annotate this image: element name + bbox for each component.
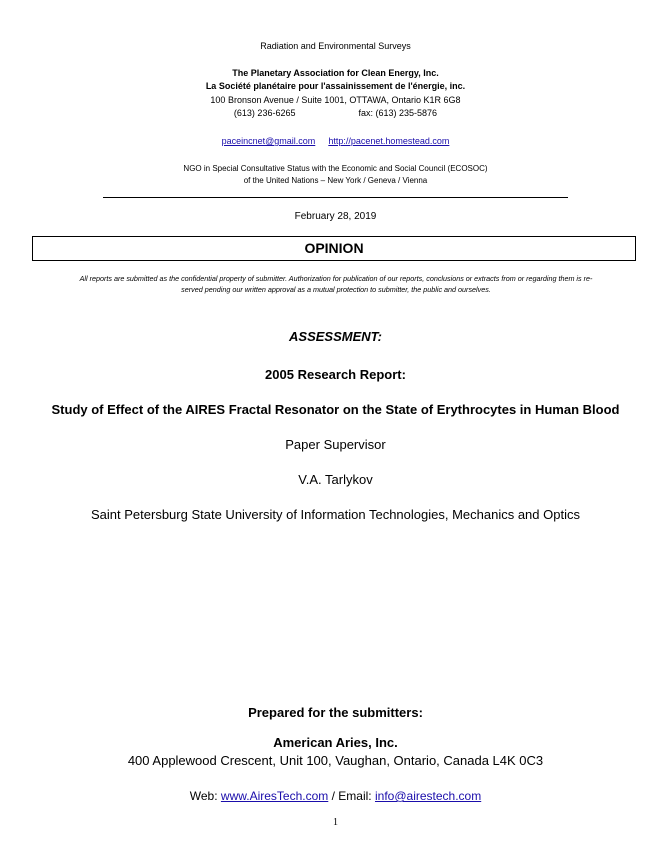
web-email-line <box>0 789 671 803</box>
org-name-en: The Planetary Association for Clean Energy, Inc. <box>232 68 439 78</box>
links-line <box>0 136 671 146</box>
survey-line: Radiation and Environmental Surveys <box>260 41 411 51</box>
company-address: 400 Applewood Crescent, Unit 100, Vaughan, Ontario, Canada L4K 0C3 <box>127 753 544 768</box>
website-link[interactable]: http://pacenet.homestead.com <box>328 136 450 146</box>
supervisor-name: V.A. Tarlykov <box>298 472 373 487</box>
disclaimer-line-2: served pending our written approval as a mutual protection to submitter, the public and ourselves. <box>181 285 491 294</box>
fax-number: fax: (613) 235-5876 <box>358 108 438 118</box>
disclaimer-line-1: All reports are submitted as the confidential property of submitter. Authorization for publication of our reports, conclusions or extracts from or regarding them is re- <box>79 274 593 283</box>
prepared-heading: Prepared for the submitters: <box>248 705 423 720</box>
header-divider <box>103 197 568 198</box>
email-link[interactable]: paceincnet@gmail.com <box>221 136 316 146</box>
page-number: 1 <box>333 817 338 828</box>
web-link[interactable]: www.AiresTech.com <box>220 789 329 803</box>
report-year: 2005 Research Report: <box>265 367 406 382</box>
contact-line <box>0 108 671 118</box>
email-link[interactable]: info@airestech.com <box>374 789 482 803</box>
web-label: Web: <box>189 789 218 803</box>
report-title: Study of Effect of the AIRES Fractal Resonator on the State of Erythrocytes in Human Blood <box>51 402 620 417</box>
org-name-fr: La Société planétaire pour l'assainissement de l'énergie, inc. <box>205 81 466 91</box>
email-label: / Email: <box>331 789 372 803</box>
phone-number: (613) 236-6265 <box>233 108 296 118</box>
assessment-heading: ASSESSMENT: <box>289 329 382 344</box>
org-address: 100 Bronson Avenue / Suite 1001, OTTAWA, Ontario K1R 6G8 <box>210 95 461 105</box>
institution-name: Saint Petersburg State University of Information Technologies, Mechanics and Optics <box>91 507 580 522</box>
ngo-line-1: NGO in Special Consultative Status with the Economic and Social Council (ECOSOC) <box>183 164 488 173</box>
document-date: February 28, 2019 <box>294 211 377 222</box>
opinion-box: OPINION <box>32 236 636 261</box>
company-name: American Aries, Inc. <box>273 735 398 750</box>
ngo-line-2: of the United Nations – New York / Geneva / Vienna <box>243 176 428 185</box>
supervisor-label: Paper Supervisor <box>285 437 386 452</box>
